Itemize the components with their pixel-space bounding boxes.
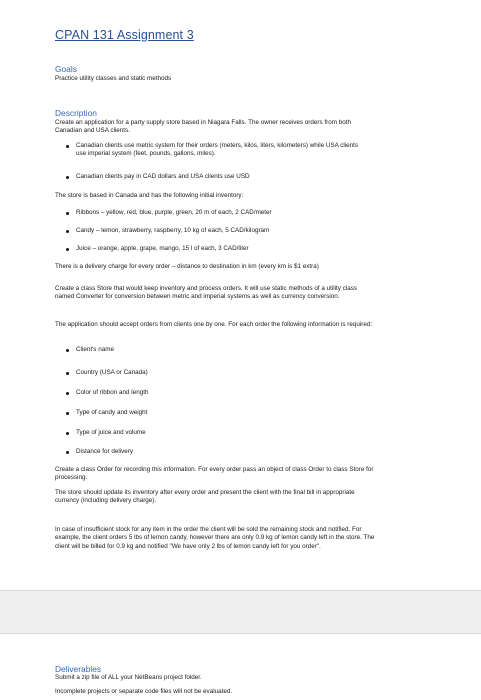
bullet-metric-imperial: Canadian clients use metric system for their orders (meters, kilos, liters, kilometers) while USA clients use imperial system (feet, pounds, gallons, miles). <box>76 142 359 158</box>
bullet-client-name: Client's name <box>76 346 114 353</box>
bullet-dot <box>66 230 69 233</box>
order-class-text: Create a class Order for recording this information. For every order pass an object of class Order to class Store for processing. <box>55 466 374 482</box>
bullet-dot <box>66 412 69 415</box>
bullet-dot <box>66 212 69 215</box>
bullet-candy: Candy – lemon, strawberry, raspberry, 10 kg of each, 5 CAD/kilogram <box>76 227 270 234</box>
bullet-dot <box>66 392 69 395</box>
bullet-ribbon-color: Color of ribbon and length <box>76 389 149 396</box>
bullet-country: Country (USA or Canada) <box>76 369 148 376</box>
bullet-juice: Juice – orange, apple, grape, mango, 15 l of each, 3 CAD/liter <box>76 245 249 252</box>
description-intro: Create an application for a party supply store based in Niagara Falls. The owner receives orders from both Canadian and USA clients. <box>55 119 351 135</box>
bullet-dot <box>66 145 69 148</box>
inventory-intro: The store is based in Canada and has the following initial inventory: <box>55 192 244 199</box>
page-break <box>0 590 481 634</box>
bullet-dot <box>66 349 69 352</box>
update-inventory-text: The store should update its inventory after every order and present the client with the final bill in appropriate currency (including delivery charge). <box>55 489 355 505</box>
page-title: CPAN 131 Assignment 3 <box>55 28 194 42</box>
bullet-dot <box>66 432 69 435</box>
bullet-dot <box>66 372 69 375</box>
bullet-dot <box>66 176 69 179</box>
description-heading: Description <box>55 108 97 118</box>
bullet-currency: Canadian clients pay in CAD dollars and USA clients use USD <box>76 173 250 180</box>
orders-intro: The application should accept orders from clients one by one. For each order the following information is required: <box>55 321 373 328</box>
deliverables-line-1: Submit a zip file of ALL your NetBeans project folder. <box>55 674 202 681</box>
bullet-dot <box>66 451 69 454</box>
bullet-candy-type: Type of candy and weight <box>76 409 148 416</box>
deliverables-line-2: Incomplete projects or separate code files will not be evaluated. <box>55 688 233 695</box>
bullet-juice-type: Type of juice and volume <box>76 429 146 436</box>
bullet-distance: Distance for delivery <box>76 448 134 455</box>
bullet-dot <box>66 248 69 251</box>
deliverables-heading: Deliverables <box>55 664 102 674</box>
delivery-charge-text: There is a delivery charge for every order – distance to destination in km (every km is $1 extra) <box>55 263 319 270</box>
bullet-ribbons: Ribbons – yellow, red, blue, purple, green, 20 m of each, 2 CAD/meter <box>76 209 272 216</box>
store-class-text: Create a class Store that would keep inventory and process orders. It will use static methods of a utility class named Converter for conversion between metric and imperial systems as well as currency conversion. <box>55 285 358 301</box>
goals-heading: Goals <box>55 64 77 74</box>
goals-text: Practice utility classes and static methods <box>55 75 172 82</box>
insufficient-stock-text: In case of insufficient stock for any item in the order the client will be sold the remaining stock and notified. For example, the client orders 5 lbs of lemon candy, however there are only 0.9 kg of lemon candy left in the store. The client will be billed for 0.9 kg and notified "We have only 2 lbs of lemon candy left for you order". <box>55 526 375 550</box>
